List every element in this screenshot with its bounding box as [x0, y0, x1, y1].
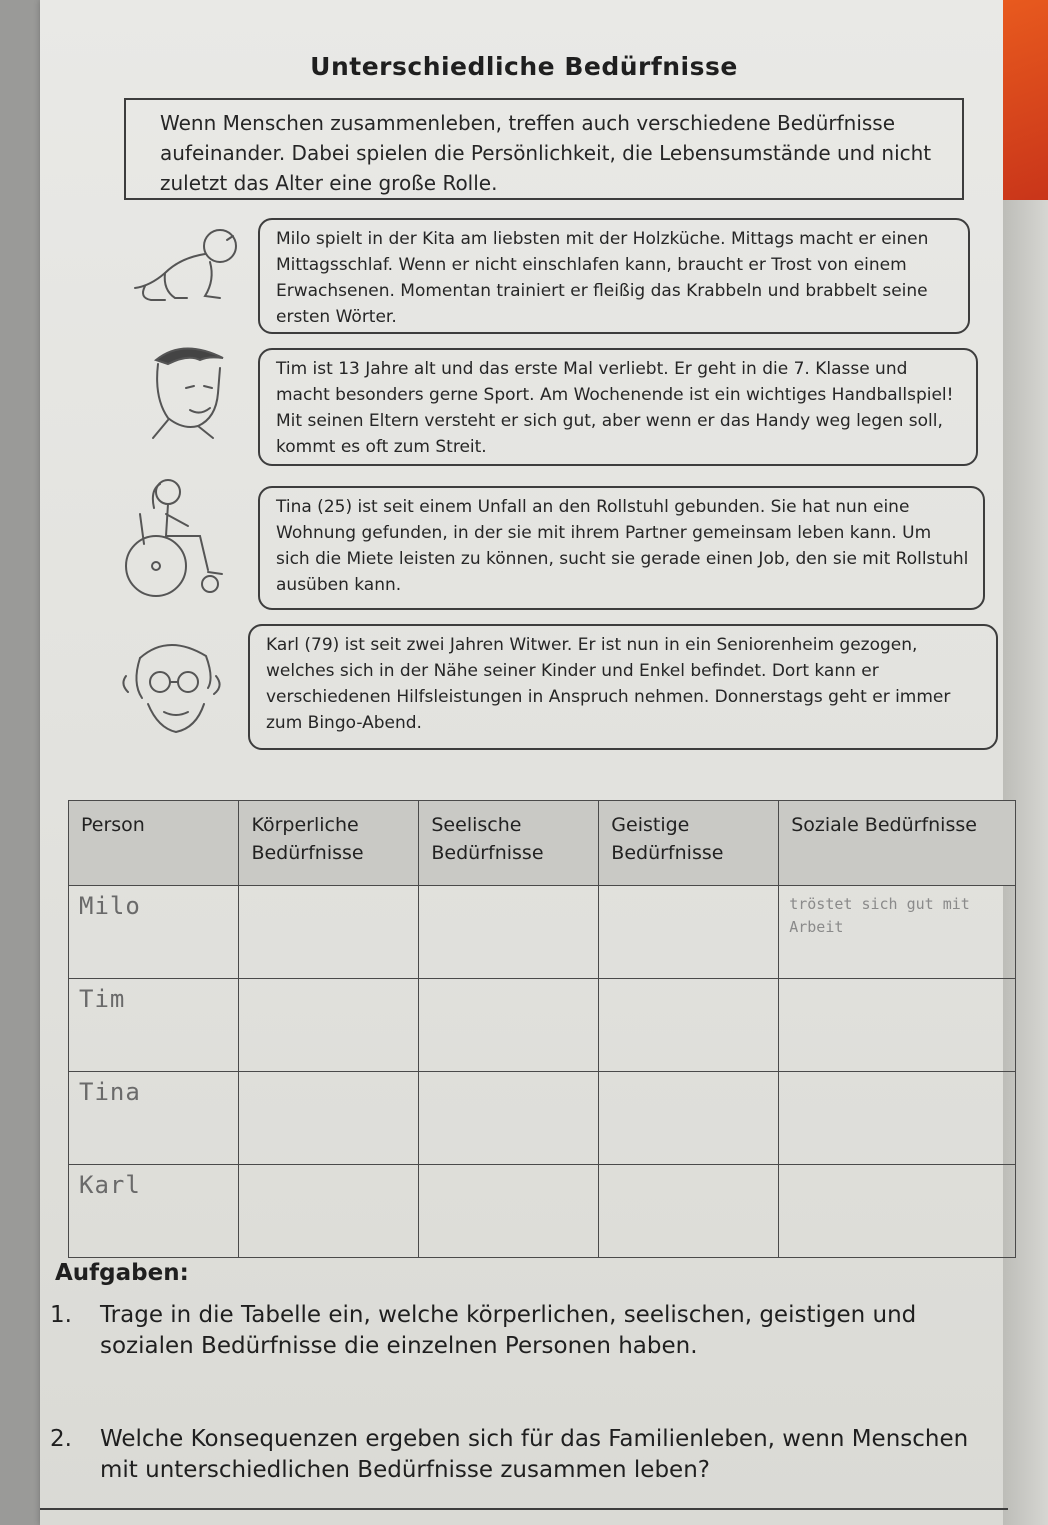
handwritten-name: Milo	[79, 892, 141, 920]
cell-koerperliche[interactable]	[239, 1072, 419, 1165]
wheelchair-woman-icon	[110, 474, 240, 604]
task-2	[50, 1424, 1000, 1486]
cell-person[interactable]	[69, 979, 239, 1072]
cell-seelische[interactable]	[419, 886, 599, 979]
cell-soziale[interactable]	[779, 886, 1016, 979]
header-seelische: Seelische Bedürfnisse	[419, 801, 599, 886]
table-row	[69, 1165, 1016, 1258]
tasks-heading: Aufgaben:	[55, 1260, 189, 1286]
task-text: Welche Konsequenzen ergeben sich für das Familienleben, wenn Menschen mit unterschiedlichen Bedürfnisse zusammen leben?	[100, 1426, 969, 1483]
header-soziale: Soziale Bedürfnisse	[779, 801, 1016, 886]
page-title: Unterschiedliche Bedürfnisse	[310, 52, 738, 81]
cell-geistige[interactable]	[599, 1072, 779, 1165]
task-number: 2.	[50, 1426, 72, 1452]
story-tina: Tina (25) ist seit einem Unfall an den Rollstuhl gebunden. Sie hat nun eine Wohnung gefunden, in der sie mit ihrem Partner gemeinsam leben kann. Um sich die Miete leisten zu können, sucht sie gerade einen Job, den sie mit Rollstuhl ausüben kann.	[258, 486, 985, 610]
cell-soziale[interactable]	[779, 979, 1016, 1072]
teenager-face-icon	[138, 338, 238, 443]
cell-soziale[interactable]	[779, 1165, 1016, 1258]
table-header-row	[69, 801, 1016, 886]
cell-geistige[interactable]	[599, 1165, 779, 1258]
divider	[40, 1508, 1008, 1510]
cell-soziale[interactable]	[779, 1072, 1016, 1165]
elderly-man-face-icon	[118, 628, 228, 748]
cell-geistige[interactable]	[599, 979, 779, 1072]
cell-geistige[interactable]	[599, 886, 779, 979]
cell-person[interactable]	[69, 1072, 239, 1165]
cell-seelische[interactable]	[419, 1072, 599, 1165]
cell-koerperliche[interactable]	[239, 886, 419, 979]
table-row	[69, 1072, 1016, 1165]
handwritten-name: Karl	[79, 1171, 141, 1199]
story-milo: Milo spielt in der Kita am liebsten mit der Holzküche. Mittags macht er einen Mittagsschlaf. Wenn er nicht einschlafen kann, braucht er Trost von einem Erwachsenen. Momentan trainiert er fleißig das Krabbeln und brabbelt seine ersten Wörter.	[258, 218, 970, 334]
header-koerperliche: Körperliche Bedürfnisse	[239, 801, 419, 886]
cell-person[interactable]	[69, 1165, 239, 1258]
table-row	[69, 886, 1016, 979]
background-red-object	[1003, 0, 1048, 200]
crawling-baby-icon	[125, 218, 255, 308]
table-row	[69, 979, 1016, 1072]
cell-koerperliche[interactable]	[239, 979, 419, 1072]
handwritten-note: tröstet sich gut mit Arbeit	[789, 895, 970, 936]
cell-koerperliche[interactable]	[239, 1165, 419, 1258]
task-1	[50, 1300, 1000, 1362]
intro-box: Wenn Menschen zusammenleben, treffen auch verschiedene Bedürfnisse aufeinander. Dabei spielen die Persönlichkeit, die Lebensumstände und nicht zuletzt das Alter eine große Rolle.	[124, 98, 964, 200]
story-karl: Karl (79) ist seit zwei Jahren Witwer. Er ist nun in ein Seniorenheim gezogen, welches sich in der Nähe seiner Kinder und Enkel befindet. Dort kann er verschiedenen Hilfsleistungen in Anspruch nehmen. Donnerstags geht er immer zum Bingo-Abend.	[248, 624, 998, 750]
task-text: Trage in die Tabelle ein, welche körperlichen, seelischen, geistigen und sozialen Bedürfnisse die einzelnen Personen haben.	[100, 1302, 917, 1359]
cell-seelische[interactable]	[419, 1165, 599, 1258]
header-person: Person	[69, 801, 239, 886]
cell-person[interactable]	[69, 886, 239, 979]
handwritten-name: Tim	[79, 985, 126, 1013]
handwritten-name: Tina	[79, 1078, 141, 1106]
needs-table	[68, 800, 1016, 1258]
story-tim: Tim ist 13 Jahre alt und das erste Mal verliebt. Er geht in die 7. Klasse und macht besonders gerne Sport. Am Wochenende ist ein wichtiges Handballspiel! Mit seinen Eltern versteht er sich gut, aber wenn er das Handy weg legen soll, kommt es oft zum Streit.	[258, 348, 978, 466]
cell-seelische[interactable]	[419, 979, 599, 1072]
header-geistige: Geistige Bedürfnisse	[599, 801, 779, 886]
task-number: 1.	[50, 1302, 72, 1328]
